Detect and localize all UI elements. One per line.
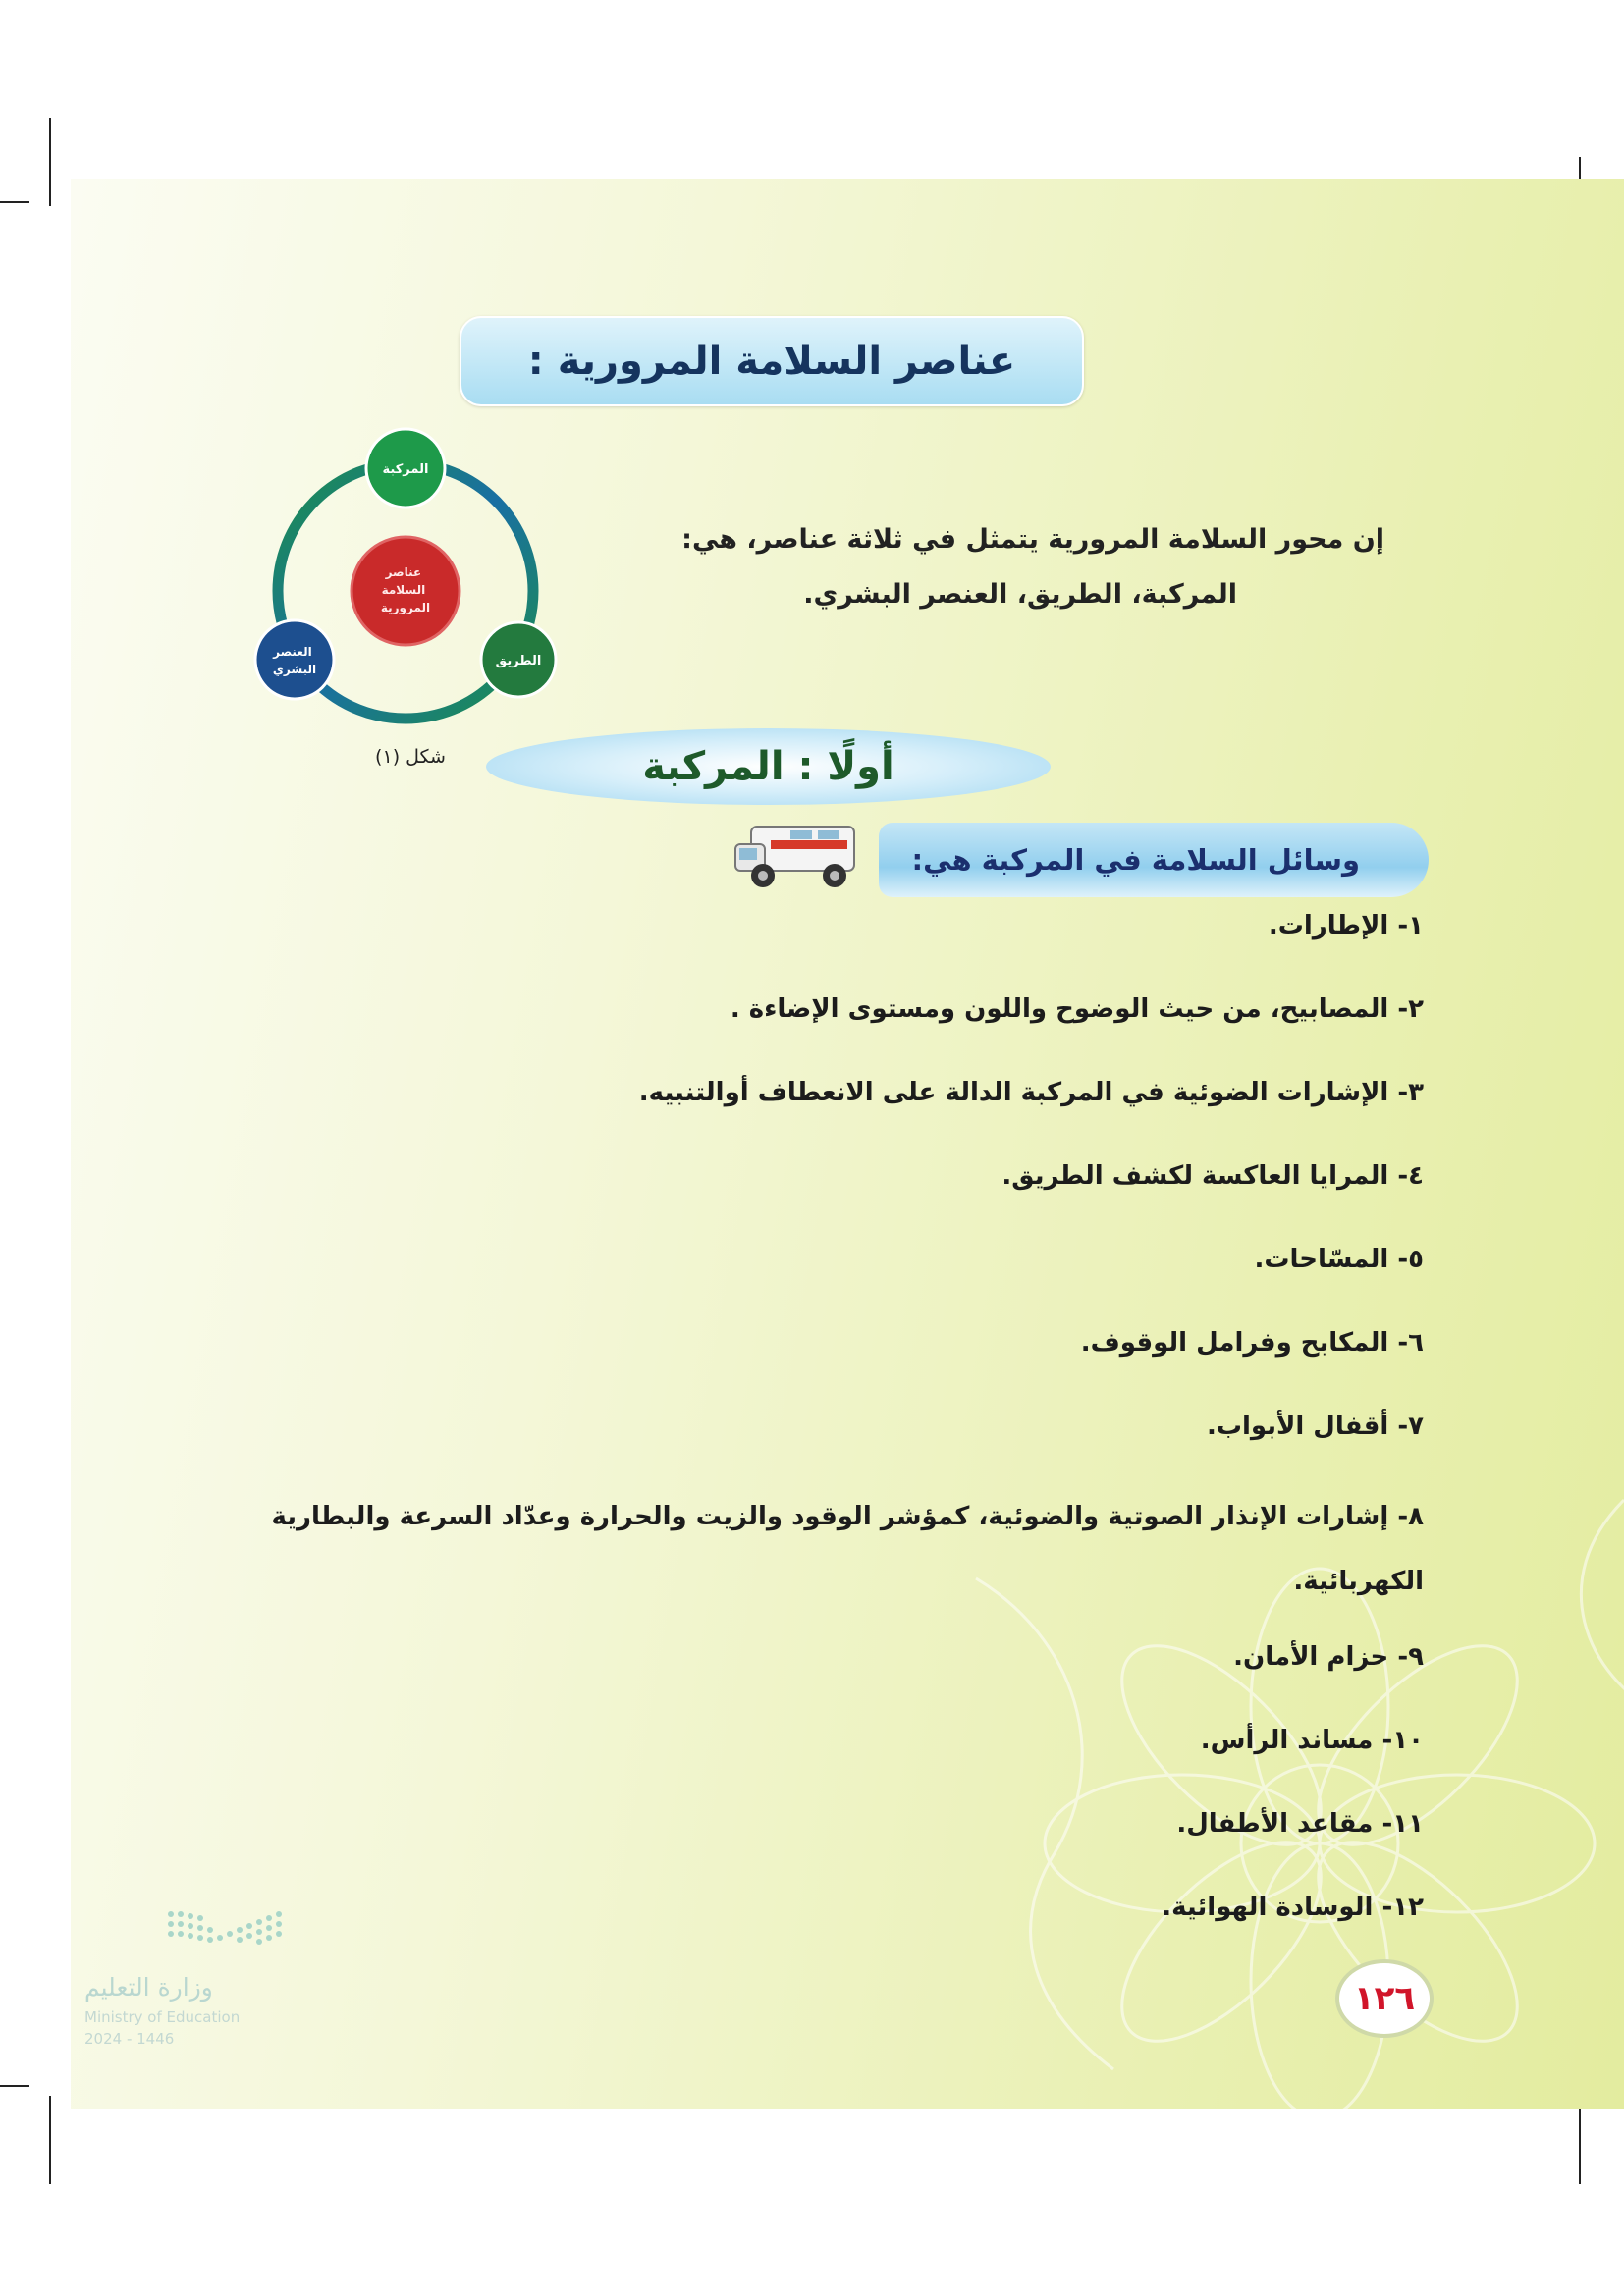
crop-mark xyxy=(49,118,51,206)
list-item: ١٢- الوسادة الهوائية. xyxy=(1162,1893,1424,1922)
subheading-banner xyxy=(879,823,1429,897)
ambulance-icon xyxy=(731,817,879,895)
list-item: ٢- المصابيح، من حيث الوضوح واللون ومستوى الإضاءة . xyxy=(730,994,1424,1024)
title-banner xyxy=(460,316,1084,406)
section-heading-banner xyxy=(486,728,1051,805)
center-label-1: عناصر xyxy=(385,565,422,579)
center-label-3: المرورية xyxy=(380,601,431,614)
node-vehicle-label: المركبة xyxy=(382,462,429,477)
list-item: ٩- حزام الأمان. xyxy=(1233,1642,1424,1672)
svg-text:عناصر السلامة المرورية xyxy=(381,565,430,615)
edition-year: 2024 - 1446 xyxy=(84,2030,175,2048)
crop-mark xyxy=(49,2096,51,2184)
list-item: ٦- المكابح وفرامل الوقوف. xyxy=(1080,1328,1424,1358)
page-number: ١٢٦ xyxy=(1353,1979,1416,2018)
list-item: ٥- المسّاحات. xyxy=(1254,1245,1424,1274)
center-label-2: السلامة xyxy=(381,583,426,597)
ministry-name-arabic: وزارة التعليم xyxy=(84,1973,213,2002)
list-item: ٤- المرايا العاكسة لكشف الطريق. xyxy=(1001,1161,1424,1191)
list-item: ٣- الإشارات الضوئية في المركبة الدالة على الانعطاف أوالتنبيه. xyxy=(638,1078,1424,1107)
section-heading: أولًا : المركبة xyxy=(642,744,894,789)
list-item: ٧- أقفال الأبواب. xyxy=(1207,1412,1424,1441)
list-item: ١٠- مساند الرأس. xyxy=(1200,1726,1424,1755)
node-road-label: الطريق xyxy=(495,654,542,668)
crop-mark xyxy=(0,201,29,203)
intro-line-1: إن محور السلامة المرورية يتمثل في ثلاثة عناصر، هي: xyxy=(681,524,1384,555)
node-human-label-1: العنصر xyxy=(273,645,312,659)
intro-line-2: المركبة، الطريق، العنصر البشري. xyxy=(803,579,1237,610)
diagram-node-human xyxy=(255,620,334,699)
node-human-label-2: البشري xyxy=(272,663,317,676)
safety-elements-diagram xyxy=(244,424,568,728)
list-item: ٨- إشارات الإنذار الصوتية والضوئية، كمؤشر الوقود والزيت والحرارة وعدّاد السرعة والبطارية الكهربائية. xyxy=(271,1502,1424,1596)
crop-mark xyxy=(1579,2096,1581,2184)
list-item: ١- الإطارات. xyxy=(1268,911,1424,940)
crop-mark xyxy=(0,2085,29,2087)
subheading: وسائل السلامة في المركبة هي: xyxy=(911,843,1360,877)
list-item: ١١- مقاعد الأطفال. xyxy=(1176,1809,1424,1839)
page-title: عناصر السلامة المرورية : xyxy=(527,339,1016,384)
ministry-name-english: Ministry of Education xyxy=(84,2008,241,2026)
page-number-badge xyxy=(1335,1959,1434,2038)
figure-caption: شكل (١) xyxy=(375,746,446,768)
